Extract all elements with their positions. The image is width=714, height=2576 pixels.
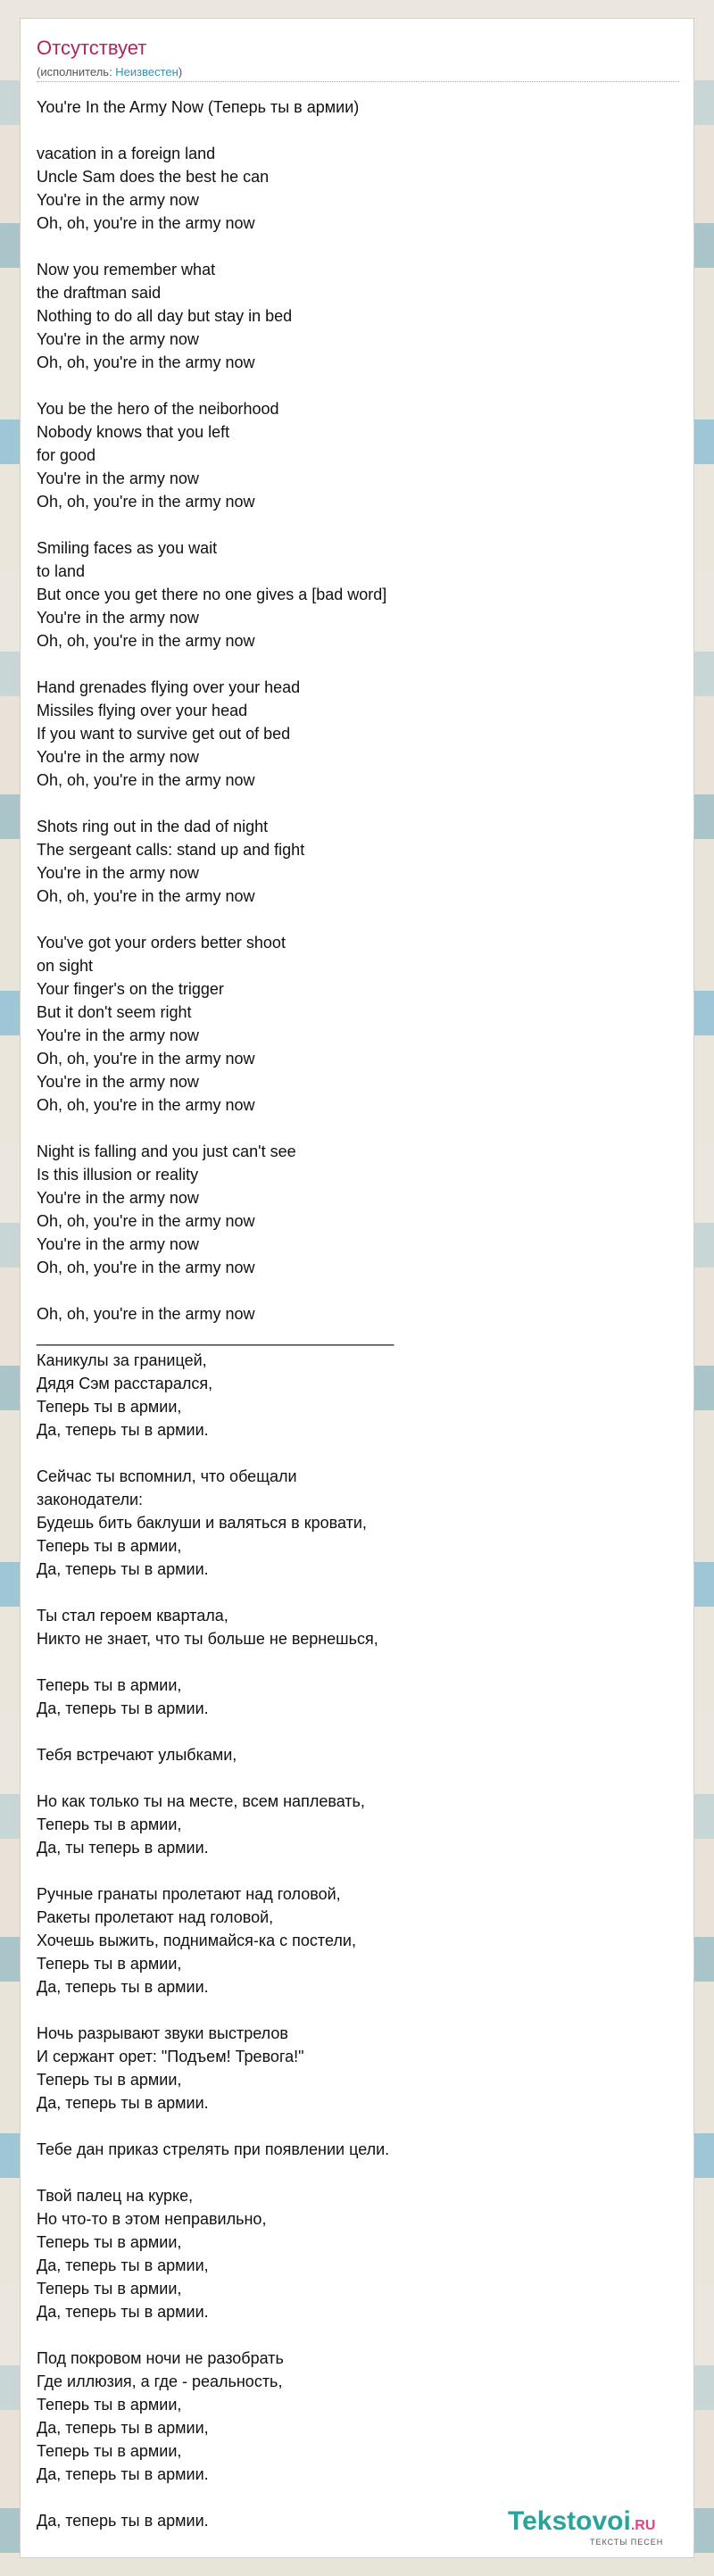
- lyrics-line: И сержант орет: "Подъем! Тревога!": [37, 2048, 304, 2065]
- lyrics-line: You're in the army now: [37, 1235, 199, 1253]
- lyrics-line: Ты стал героем квартала,: [37, 1607, 228, 1625]
- lyrics-line: You're in the army now: [37, 1073, 199, 1091]
- lyrics-line: You're in the army now: [37, 609, 199, 627]
- lyrics-line: Теперь ты в армии,: [37, 2442, 182, 2460]
- lyrics-blank-line: [37, 119, 679, 142]
- lyrics-line: Хочешь выжить, поднимайся-ка с постели,: [37, 1932, 356, 1949]
- lyrics-line: You're in the army now: [37, 1189, 199, 1207]
- lyrics-blank-line: [37, 1581, 679, 1604]
- lyrics-line: Oh, oh, you're in the army now: [37, 632, 255, 650]
- logo-tagline: ТЕКСТЫ ПЕСЕН: [590, 2538, 664, 2547]
- header-divider: [37, 81, 679, 82]
- lyrics-line: Oh, oh, you're in the army now: [37, 1050, 255, 1068]
- lyrics-blank-line: [37, 652, 679, 676]
- lyrics-line: Да, теперь ты в армии,: [37, 2419, 209, 2437]
- lyrics-text: [37, 96, 679, 2532]
- lyrics-line: Теперь ты в армии,: [37, 2396, 182, 2414]
- lyrics-line: Да, теперь ты в армии.: [37, 2303, 209, 2321]
- lyrics-blank-line: [37, 1998, 679, 2022]
- lyrics-line: the draftman said: [37, 284, 162, 302]
- lyrics-line: Да, теперь ты в армии.: [37, 2512, 209, 2530]
- lyrics-line: You're in the army now: [37, 191, 199, 209]
- lyrics-line: Oh, oh, you're in the army now: [37, 1096, 255, 1114]
- lyrics-blank-line: [37, 374, 679, 397]
- lyrics-line: Missiles flying over your head: [37, 702, 248, 719]
- lyrics-blank-line: [37, 1117, 679, 1140]
- lyrics-line: Your finger's on the trigger: [37, 980, 224, 998]
- lyrics-line: vacation in a foreign land: [37, 145, 216, 162]
- lyrics-line: Никто не знает, что ты больше не вернешься,: [37, 1630, 378, 1648]
- lyrics-line: You're in the army now: [37, 748, 199, 766]
- lyrics-line: on sight: [37, 957, 94, 975]
- lyrics-line: Да, теперь ты в армии.: [37, 2094, 209, 2112]
- lyrics-line: The sergeant calls: stand up and fight: [37, 841, 305, 859]
- lyrics-line: Теперь ты в армии,: [37, 1537, 182, 1555]
- lyrics-line: Твой палец на курке,: [37, 2187, 194, 2205]
- lyrics-line: Nobody knows that you left: [37, 423, 230, 441]
- lyrics-line: Теперь ты в армии,: [37, 1816, 182, 1833]
- lyrics-blank-line: [37, 792, 679, 815]
- lyrics-line: Night is falling and you just can't see: [37, 1143, 296, 1160]
- lyrics-line: Но как только ты на месте, всем наплевать,: [37, 1792, 365, 1810]
- lyrics-line: Да, теперь ты в армии.: [37, 1421, 209, 1439]
- lyrics-line: You've got your orders better shoot: [37, 934, 286, 951]
- lyrics-line: Oh, oh, you're in the army now: [37, 214, 255, 232]
- lyrics-blank-line: [37, 1279, 679, 1302]
- lyrics-line: законодатели:: [37, 1491, 144, 1508]
- lyrics-blank-line: [37, 908, 679, 931]
- lyrics-blank-line: [37, 513, 679, 536]
- lyrics-line: Shots ring out in the dad of night: [37, 818, 269, 835]
- lyrics-line: You're in the army now: [37, 330, 199, 348]
- lyrics-line: Теперь ты в армии,: [37, 2280, 182, 2298]
- lyrics-line: Тебе дан приказ стрелять при появлении цели.: [37, 2140, 390, 2158]
- artist-suffix: ): [178, 65, 183, 79]
- lyrics-line: Теперь ты в армии,: [37, 1676, 182, 1694]
- lyrics-line: Да, теперь ты в армии.: [37, 1560, 209, 1578]
- lyrics-line: Oh, oh, you're in the army now: [37, 493, 255, 511]
- lyrics-blank-line: [37, 1442, 679, 1465]
- lyrics-line: ________________________________________: [37, 1328, 394, 1346]
- lyrics-blank-line: [37, 235, 679, 258]
- artist-link[interactable]: Неизвестен: [115, 65, 178, 79]
- lyrics-line: Под покровом ночи не разобрать: [37, 2349, 284, 2367]
- lyrics-line: Да, ты теперь в армии.: [37, 1839, 209, 1857]
- lyrics-line: Oh, oh, you're in the army now: [37, 353, 255, 371]
- lyrics-line: to land: [37, 562, 86, 580]
- song-title: Отсутствует: [37, 37, 147, 59]
- lyrics-line: Теперь ты в армии,: [37, 1398, 182, 1416]
- lyrics-line: Будешь бить баклуши и валяться в кровати,: [37, 1514, 367, 1532]
- artist-prefix: (исполнитель:: [37, 65, 116, 79]
- lyrics-line: Да, теперь ты в армии.: [37, 1699, 209, 1717]
- lyrics-blank-line: [37, 1766, 679, 1790]
- lyrics-line: You're In the Army Now (Теперь ты в армии): [37, 98, 360, 116]
- site-logo[interactable]: [508, 2507, 686, 2547]
- lyrics-line: Now you remember what: [37, 261, 216, 278]
- lyrics-blank-line: [37, 2323, 679, 2347]
- lyrics-line: Ракеты пролетают над головой,: [37, 1908, 274, 1926]
- lyrics-line: Каникулы за границей,: [37, 1351, 207, 1369]
- lyrics-line: Uncle Sam does the best he can: [37, 168, 270, 186]
- artist-line: [37, 65, 182, 79]
- lyrics-line: Nothing to do all day but stay in bed: [37, 307, 293, 325]
- lyrics-line: Oh, oh, you're in the army now: [37, 1305, 255, 1323]
- lyrics-line: Теперь ты в армии,: [37, 2071, 182, 2089]
- lyrics-line: Is this illusion or reality: [37, 1166, 199, 1184]
- lyrics-card: [20, 18, 694, 2558]
- lyrics-line: Но что-то в этом неправильно,: [37, 2210, 267, 2228]
- lyrics-line: Hand grenades flying over your head: [37, 678, 301, 696]
- lyrics-line: Тебя встречают улыбками,: [37, 1746, 237, 1764]
- lyrics-line: But once you get there no one gives a [bad word]: [37, 586, 387, 603]
- lyrics-line: for good: [37, 446, 96, 464]
- logo-name: Tekstovoi: [508, 2506, 631, 2536]
- lyrics-blank-line: [37, 2161, 679, 2184]
- lyrics-line: Smiling faces as you wait: [37, 539, 218, 557]
- lyrics-line: You be the hero of the neiborhood: [37, 400, 279, 418]
- lyrics-line: Да, теперь ты в армии,: [37, 2256, 209, 2274]
- logo-tld: .RU: [630, 2518, 656, 2533]
- lyrics-blank-line: [37, 1650, 679, 1674]
- lyrics-line: Oh, oh, you're in the army now: [37, 1259, 255, 1276]
- lyrics-line: Ночь разрывают звуки выстрелов: [37, 2024, 288, 2042]
- lyrics-line: Да, теперь ты в армии.: [37, 2465, 209, 2483]
- lyrics-line: Сейчас ты вспомнил, что обещали: [37, 1467, 297, 1485]
- lyrics-line: You're in the army now: [37, 1026, 199, 1044]
- lyrics-line: Oh, oh, you're in the army now: [37, 887, 255, 905]
- lyrics-line: Дядя Сэм расстарался,: [37, 1375, 213, 1392]
- lyrics-line: You're in the army now: [37, 864, 199, 882]
- lyrics-line: You're in the army now: [37, 469, 199, 487]
- lyrics-line: Ручные гранаты пролетают над головой,: [37, 1885, 341, 1903]
- lyrics-line: If you want to survive get out of bed: [37, 725, 291, 743]
- lyrics-line: Теперь ты в армии,: [37, 2233, 182, 2251]
- lyrics-line: But it don't seem right: [37, 1003, 192, 1021]
- lyrics-blank-line: [37, 1720, 679, 1743]
- lyrics-line: Oh, oh, you're in the army now: [37, 771, 255, 789]
- lyrics-line: Теперь ты в армии,: [37, 1955, 182, 1973]
- lyrics-line: Да, теперь ты в армии.: [37, 1978, 209, 1996]
- lyrics-blank-line: [37, 1859, 679, 1882]
- lyrics-blank-line: [37, 2115, 679, 2138]
- lyrics-line: Oh, oh, you're in the army now: [37, 1212, 255, 1230]
- lyrics-line: Где иллюзия, а где - реальность,: [37, 2372, 283, 2390]
